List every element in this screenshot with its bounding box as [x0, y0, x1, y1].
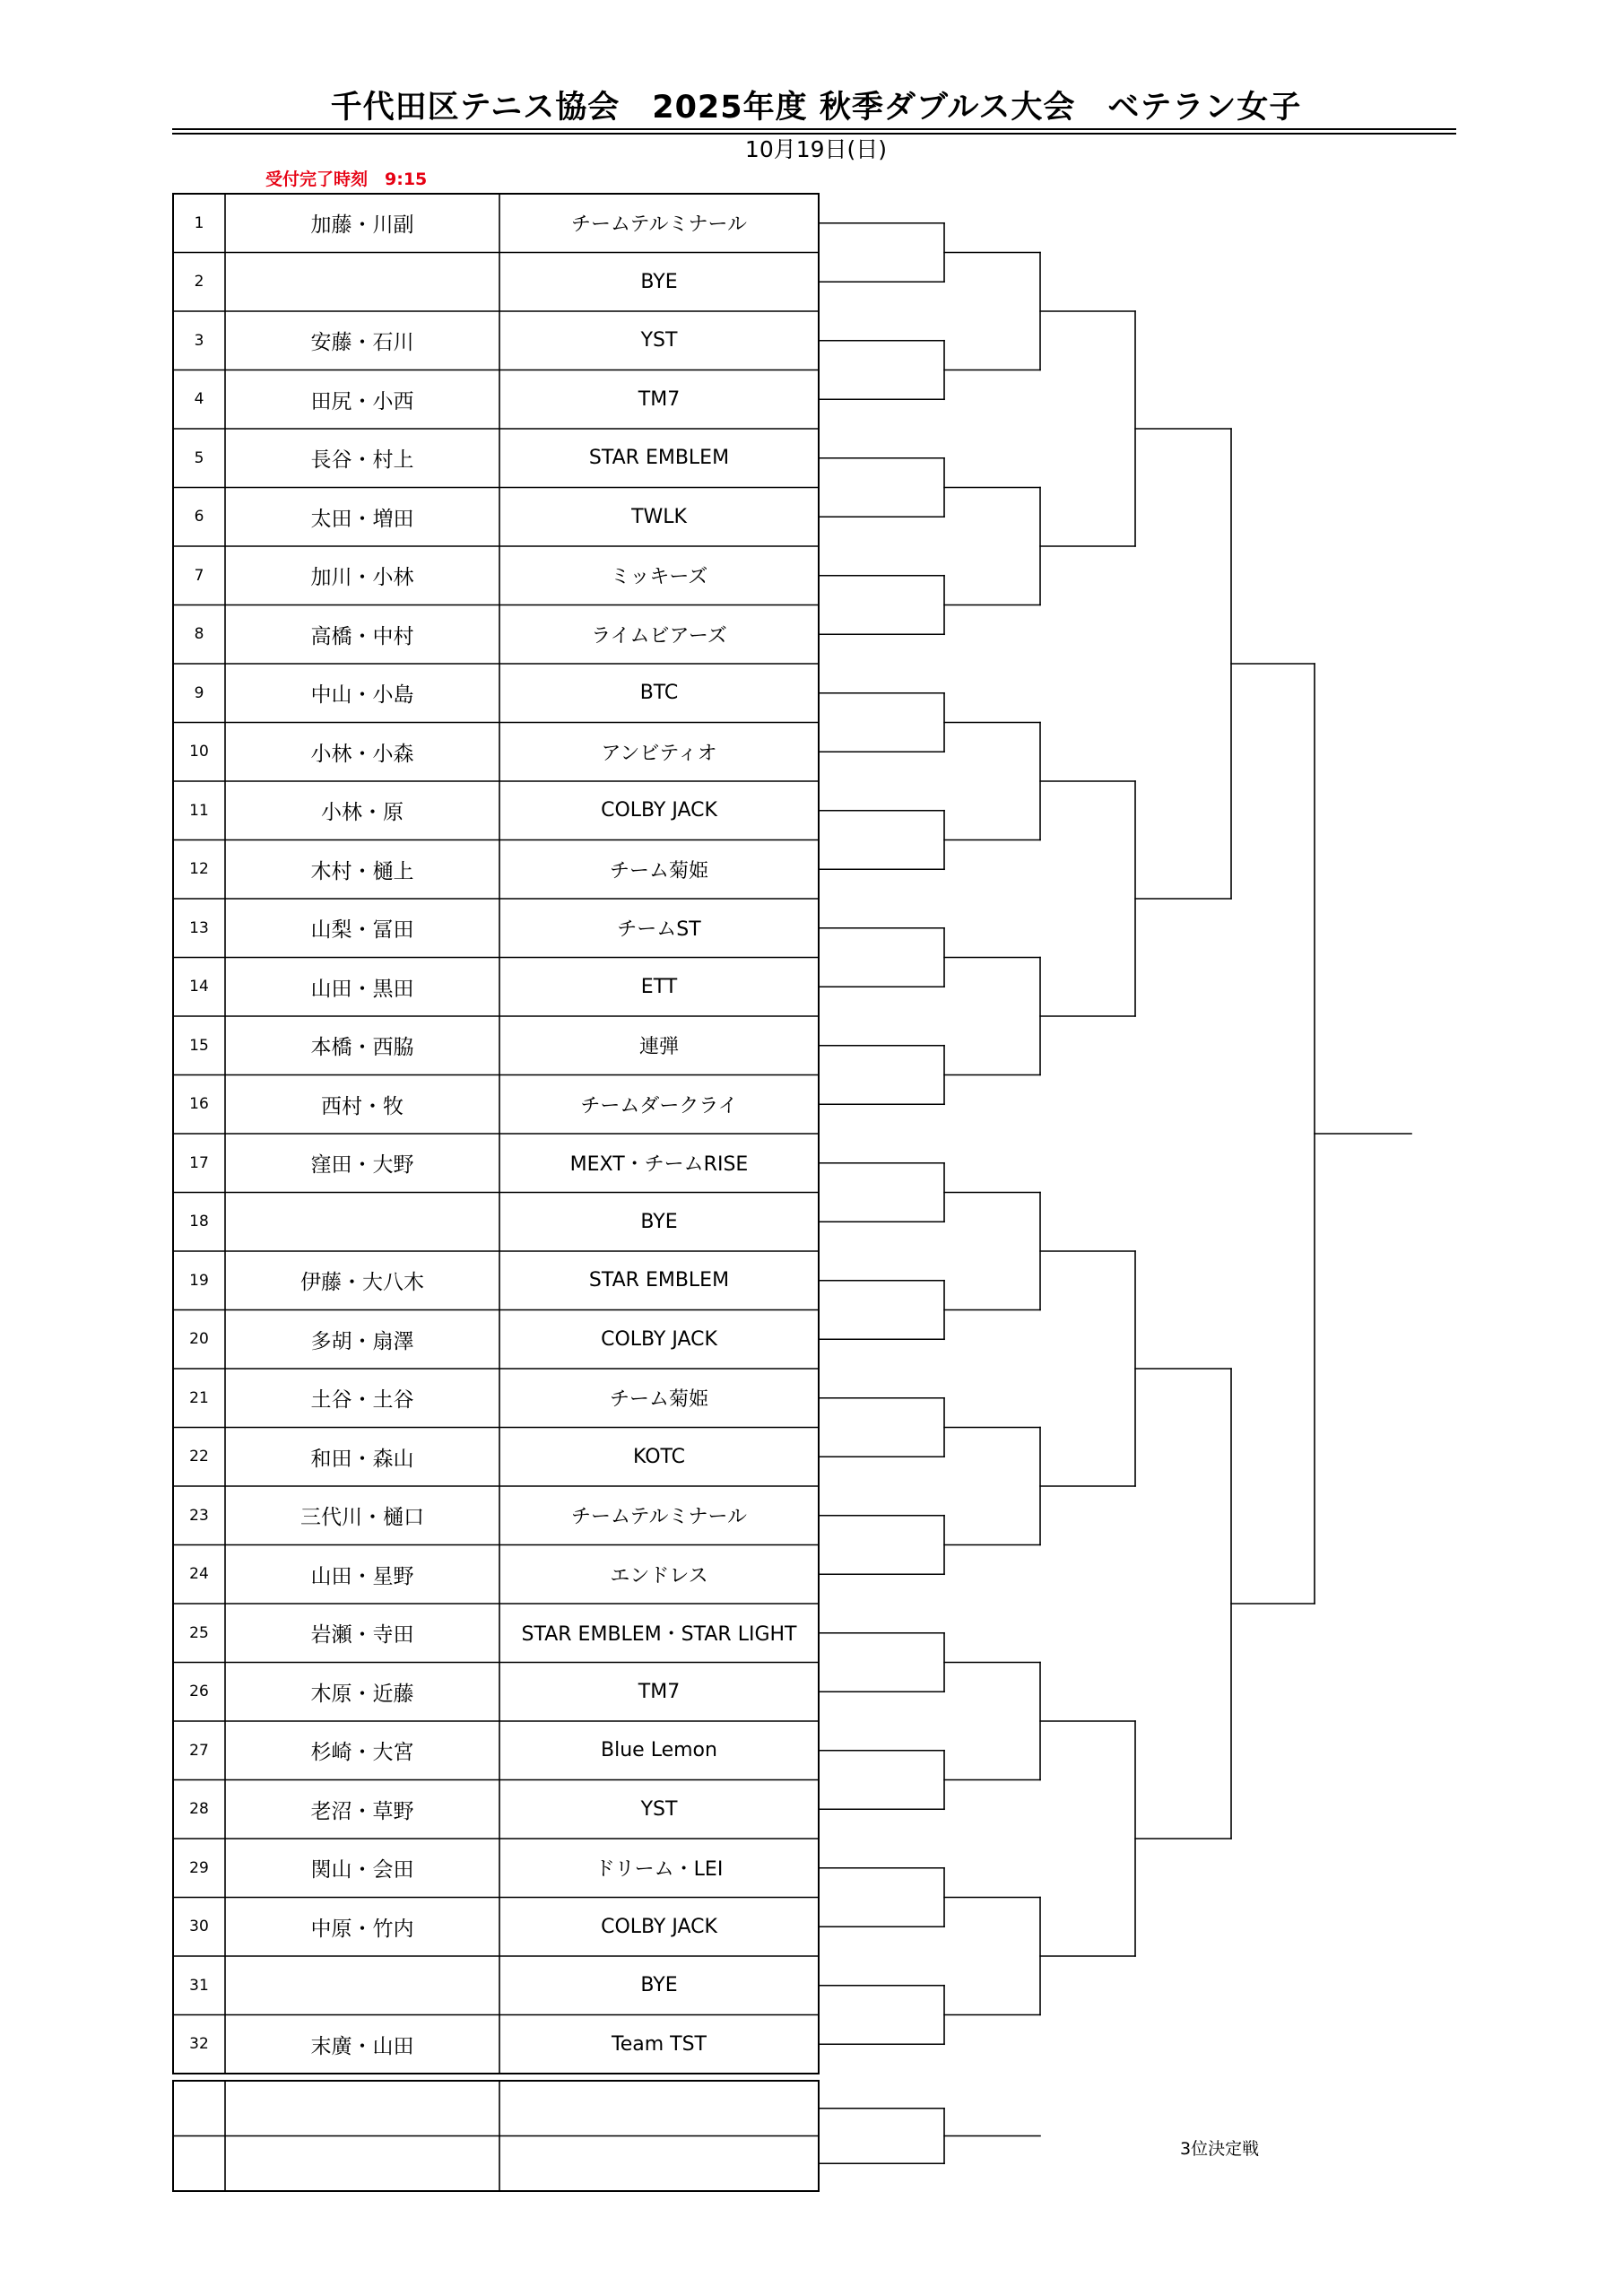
- draw-number: 25: [189, 1623, 209, 1642]
- club-name: COLBY JACK: [601, 799, 717, 822]
- draw-number: 5: [194, 448, 204, 467]
- player-names: 小林・小森: [310, 742, 414, 766]
- club-name: ミッキーズ: [610, 566, 708, 589]
- draw-number: 13: [189, 918, 209, 937]
- draw-number: 15: [189, 1036, 209, 1055]
- draw-number: 3: [194, 331, 204, 350]
- player-names: 西村・牧: [321, 1094, 404, 1118]
- third-place-club: [499, 2136, 819, 2192]
- draw-number: 14: [189, 978, 209, 996]
- draw-number: 29: [189, 1858, 209, 1877]
- club-name: アンビティオ: [601, 742, 717, 765]
- third-place-names: [225, 2136, 499, 2192]
- player-names: 加川・小林: [310, 566, 414, 590]
- draw-number: 23: [189, 1506, 209, 1525]
- club-name: チームテルミナール: [570, 1506, 748, 1529]
- draw-number: 26: [189, 1683, 209, 1701]
- draw-number: 20: [189, 1330, 209, 1349]
- draw-number: 11: [189, 801, 209, 820]
- player-names: 長谷・村上: [310, 448, 414, 473]
- draw-number: 17: [189, 1153, 209, 1172]
- draw-number: 7: [194, 566, 204, 585]
- player-names: 安藤・石川: [310, 331, 414, 355]
- player-names: 太田・増田: [310, 507, 414, 531]
- club-name: COLBY JACK: [601, 1327, 717, 1351]
- player-names: 末廣・山田: [310, 2034, 414, 2058]
- third-place-number: [173, 2081, 225, 2136]
- player-names: 岩瀬・寺田: [310, 1623, 414, 1648]
- club-name: ETT: [640, 975, 678, 998]
- club-name: COLBY JACK: [601, 1915, 717, 1938]
- player-names: [225, 1193, 499, 1252]
- club-name: BYE: [640, 1210, 678, 1233]
- draw-number: 28: [189, 1800, 209, 1819]
- club-name: STAR EMBLEM: [588, 1269, 730, 1292]
- club-name: ドリーム・LEI: [595, 1858, 724, 1882]
- club-name: チームテルミナール: [570, 213, 748, 237]
- third-place-number: [173, 2136, 225, 2192]
- draw-number: 16: [189, 1095, 209, 1114]
- draw-number: 31: [189, 1976, 209, 1995]
- draw-number: 27: [189, 1741, 209, 1760]
- reception-deadline: 受付完了時刻 9:15: [265, 170, 428, 189]
- draw-number: 8: [194, 625, 204, 644]
- page-title: 千代田区テニス協会 2025年度 秋季ダブルス大会 ベテラン女子: [330, 90, 1302, 126]
- player-names: 三代川・樋口: [300, 1506, 424, 1530]
- player-names: 中原・竹内: [310, 1917, 414, 1941]
- draw-number: 24: [189, 1565, 209, 1584]
- player-names: 木村・樋上: [310, 859, 414, 883]
- player-names: [225, 1956, 499, 2015]
- third-place-club: [499, 2081, 819, 2136]
- draw-number: 18: [189, 1213, 209, 1231]
- club-name: ライムビアーズ: [591, 624, 727, 648]
- draw-number: 4: [194, 390, 204, 409]
- club-name: チーム菊姫: [609, 859, 708, 883]
- draw-number: 2: [194, 273, 204, 291]
- player-names: 土谷・土谷: [310, 1388, 414, 1413]
- player-names: 和田・森山: [310, 1447, 414, 1471]
- player-names: 本橋・西脇: [310, 1036, 414, 1060]
- player-names: 山梨・冨田: [310, 918, 414, 943]
- event-date: 10月19日(日): [744, 136, 888, 162]
- club-name: YST: [640, 1797, 678, 1821]
- club-name: エンドレス: [610, 1564, 708, 1587]
- draw-number: 1: [194, 213, 204, 232]
- club-name: チーム菊姫: [609, 1388, 708, 1412]
- club-name: KOTC: [632, 1445, 686, 1468]
- club-name: STAR EMBLEM・STAR LIGHT: [521, 1623, 797, 1647]
- club-name: MEXT・チームRISE: [569, 1153, 749, 1177]
- draw-number: 19: [189, 1271, 209, 1290]
- club-name: BTC: [639, 682, 679, 705]
- draw-number: 30: [189, 1918, 209, 1936]
- player-names: 加藤・川副: [310, 213, 414, 238]
- club-name: BYE: [640, 1974, 678, 1997]
- draw-number: 9: [194, 683, 204, 702]
- club-name: YST: [640, 329, 678, 352]
- player-names: [225, 253, 499, 312]
- draw-number: 21: [189, 1388, 209, 1407]
- player-names: 老沼・草野: [310, 1799, 414, 1823]
- player-names: 高橋・中村: [310, 624, 414, 648]
- club-name: 連弾: [638, 1036, 679, 1059]
- club-name: Blue Lemon: [601, 1739, 717, 1762]
- club-name: STAR EMBLEM: [588, 447, 730, 470]
- club-name: チームダークライ: [580, 1094, 738, 1118]
- club-name: BYE: [640, 270, 678, 293]
- third-place-names: [225, 2081, 499, 2136]
- third-place-label: 3位決定戦: [1180, 2139, 1260, 2159]
- player-names: 関山・会田: [310, 1858, 414, 1883]
- draw-number: 10: [189, 743, 209, 761]
- draw-number: 6: [194, 508, 204, 526]
- player-names: 田尻・小西: [310, 389, 414, 413]
- club-name: TM7: [638, 387, 681, 411]
- player-names: 小林・原: [321, 801, 404, 825]
- player-names: 中山・小島: [310, 683, 414, 708]
- club-name: TWLK: [631, 505, 687, 528]
- player-names: 木原・近藤: [310, 1682, 414, 1706]
- player-names: 山田・星野: [310, 1564, 414, 1588]
- player-names: 多胡・扇澤: [310, 1329, 414, 1353]
- player-names: 窪田・大野: [310, 1153, 414, 1178]
- club-name: Team TST: [612, 2032, 707, 2056]
- player-names: 伊藤・大八木: [300, 1271, 424, 1295]
- club-name: TM7: [638, 1680, 681, 1703]
- player-names: 杉崎・大宮: [310, 1741, 414, 1765]
- draw-number: 12: [189, 860, 209, 879]
- player-names: 山田・黒田: [310, 977, 414, 1001]
- club-name: チームST: [617, 918, 701, 942]
- draw-number: 22: [189, 1448, 209, 1466]
- draw-number: 32: [189, 2035, 209, 2054]
